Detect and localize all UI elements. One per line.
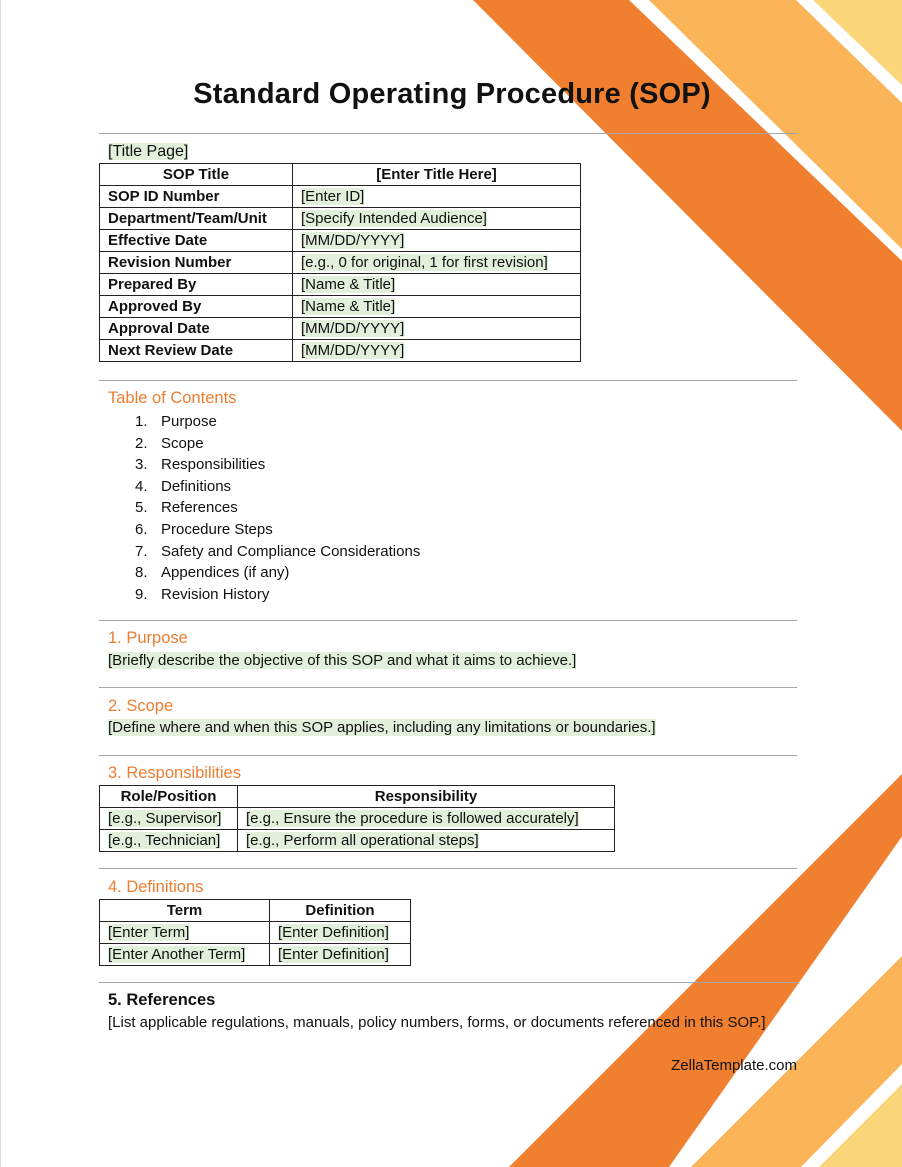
table-row xyxy=(100,252,581,274)
responsibilities-heading: 3. Responsibilities xyxy=(108,764,241,782)
divider xyxy=(99,982,797,983)
table-of-contents xyxy=(135,411,420,605)
field-label: Revision Number xyxy=(100,252,293,274)
table-row xyxy=(100,340,581,362)
table-row xyxy=(100,922,411,944)
field-label: Department/Team/Unit xyxy=(100,208,293,230)
role-cell[interactable]: [e.g., Technician] xyxy=(100,830,238,852)
header-cell: SOP Title xyxy=(100,164,293,186)
definition-cell[interactable]: [Enter Definition] xyxy=(270,922,411,944)
toc-item[interactable]: 5. References xyxy=(135,499,238,517)
definition-cell[interactable]: [Enter Definition] xyxy=(270,944,411,966)
responsibility-cell[interactable]: [e.g., Ensure the procedure is followed accurately] xyxy=(238,808,615,830)
table-row xyxy=(100,274,581,296)
role-cell[interactable]: [e.g., Supervisor] xyxy=(100,808,238,830)
divider xyxy=(99,755,797,756)
field-label: Next Review Date xyxy=(100,340,293,362)
divider xyxy=(99,687,797,688)
toc-item[interactable]: 9. Revision History xyxy=(135,585,270,603)
table-row xyxy=(100,296,581,318)
purpose-heading: 1. Purpose xyxy=(108,629,188,647)
purpose-text: [Briefly describe the objective of this SOP and what it aims to achieve.] xyxy=(108,652,577,669)
header-cell: Role/Position xyxy=(100,786,238,808)
table-row xyxy=(100,186,581,208)
table-row xyxy=(100,208,581,230)
toc-item[interactable]: 4. Definitions xyxy=(135,477,232,495)
scope-text: [Define where and when this SOP applies, including any limitations or boundaries.] xyxy=(108,719,656,736)
divider xyxy=(99,380,797,381)
field-label: Approved By xyxy=(100,296,293,318)
table-row xyxy=(100,230,581,252)
toc-item[interactable]: 3. Responsibilities xyxy=(135,456,266,474)
table-row xyxy=(100,808,615,830)
title-page-label: [Title Page] xyxy=(108,143,189,160)
footer-brand: ZellaTemplate.com xyxy=(671,1057,797,1074)
references-heading: 5. References xyxy=(108,991,216,1009)
field-value[interactable]: [MM/DD/YYYY] xyxy=(293,318,581,340)
table-header-row xyxy=(100,900,411,922)
field-value[interactable]: [Name & Title] xyxy=(293,274,581,296)
header-cell: Definition xyxy=(270,900,411,922)
toc-item[interactable]: 6. Procedure Steps xyxy=(135,520,273,538)
field-value[interactable]: [Name & Title] xyxy=(293,296,581,318)
references-text: [List applicable regulations, manuals, policy numbers, forms, or documents referenced in this SOP.] xyxy=(108,1014,766,1031)
field-value[interactable]: [MM/DD/YYYY] xyxy=(293,340,581,362)
field-value[interactable]: [e.g., 0 for original, 1 for first revision] xyxy=(293,252,581,274)
table-header-row xyxy=(100,164,581,186)
divider xyxy=(99,133,797,134)
term-cell[interactable]: [Enter Another Term] xyxy=(100,944,270,966)
field-value[interactable]: [Specify Intended Audience] xyxy=(293,208,581,230)
table-header-row xyxy=(100,786,615,808)
term-cell[interactable]: [Enter Term] xyxy=(100,922,270,944)
toc-item[interactable]: 7. Safety and Compliance Considerations xyxy=(135,542,421,560)
header-cell: Term xyxy=(100,900,270,922)
responsibilities-table xyxy=(99,785,615,852)
toc-item[interactable]: 8. Appendices (if any) xyxy=(135,564,290,582)
header-cell: Responsibility xyxy=(238,786,615,808)
field-label: Effective Date xyxy=(100,230,293,252)
field-label: SOP ID Number xyxy=(100,186,293,208)
definitions-heading: 4. Definitions xyxy=(108,878,204,896)
toc-item[interactable]: 2. Scope xyxy=(135,434,204,452)
table-row xyxy=(100,944,411,966)
divider xyxy=(99,868,797,869)
sop-info-table xyxy=(99,163,581,362)
toc-item[interactable]: 1. Purpose xyxy=(135,413,217,430)
table-row xyxy=(100,318,581,340)
table-row xyxy=(100,830,615,852)
field-value[interactable]: [Enter ID] xyxy=(293,186,581,208)
field-label: Prepared By xyxy=(100,274,293,296)
divider xyxy=(99,620,797,621)
page-title: Standard Operating Procedure (SOP) xyxy=(193,78,711,110)
scope-heading: 2. Scope xyxy=(108,697,174,715)
responsibility-cell[interactable]: [e.g., Perform all operational steps] xyxy=(238,830,615,852)
definitions-table xyxy=(99,899,411,966)
header-cell: [Enter Title Here] xyxy=(293,164,581,186)
field-label: Approval Date xyxy=(100,318,293,340)
toc-heading: Table of Contents xyxy=(108,389,237,407)
field-value[interactable]: [MM/DD/YYYY] xyxy=(293,230,581,252)
